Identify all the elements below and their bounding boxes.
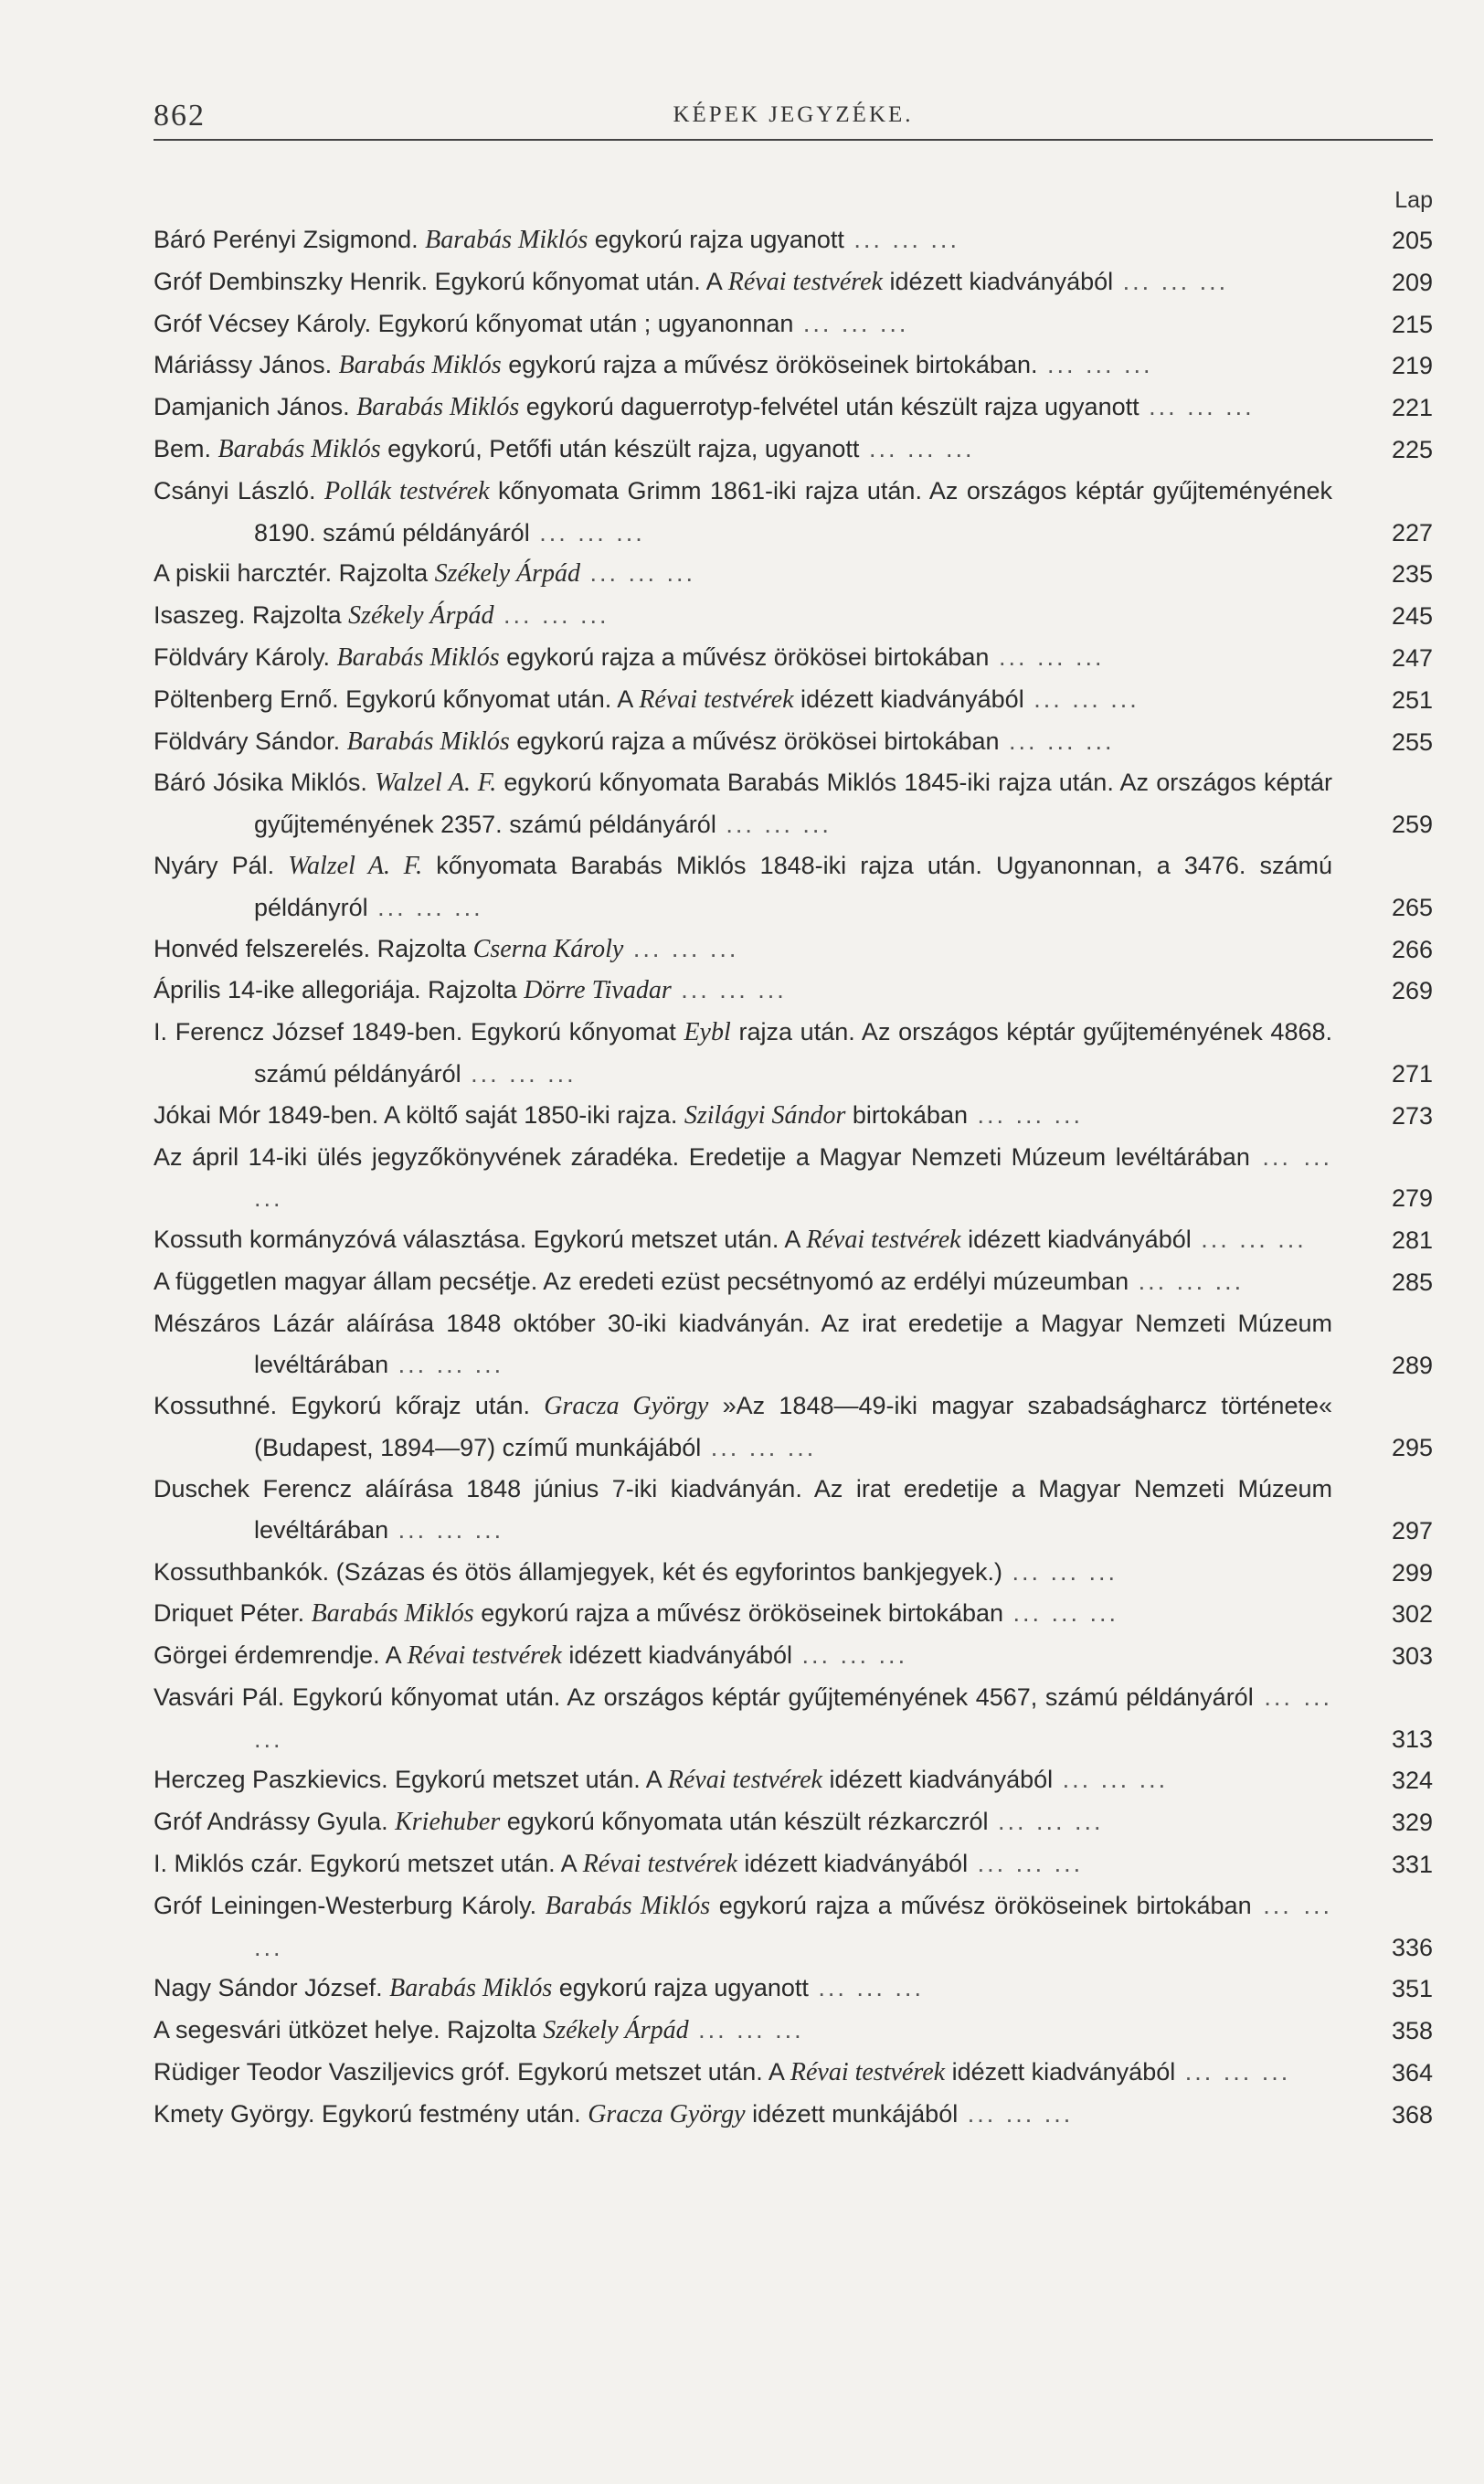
dot-leader: ... ... ... [1023,685,1140,713]
entry-artist: Dörre Tivadar [524,976,672,1005]
entry-caption-rest: birtokában [845,1100,968,1129]
entry-caption: Báró Jósika Miklós. [154,769,376,797]
dot-leader: ... ... ... [388,1350,504,1378]
page-reference: 324 [1391,1767,1433,1795]
entry-caption-rest: idézett kiadványából [737,1850,969,1878]
entry-text [154,1635,1332,1677]
page-reference: 331 [1391,1851,1433,1879]
dot-leader: ... ... ... [388,1515,504,1544]
entry-text [154,2094,1332,2136]
entry-text [154,1469,1332,1552]
entry-artist: Walzel A. F. [288,851,423,880]
entry-caption: Pöltenberg Ernő. Egykorú kőnyomat után. A [154,685,640,713]
entry-artist: Révai testvérek [667,1766,822,1795]
list-item [154,637,1433,679]
dot-leader: ... ... ... [461,1059,577,1088]
entry-text [154,429,1332,471]
entry-artist: Barabás Miklós [311,1599,474,1629]
list-of-illustrations [154,219,1433,2136]
page-reference: 299 [1391,1558,1433,1587]
entry-text [154,1968,1332,2010]
page-reference: 281 [1391,1226,1433,1255]
page-reference: 271 [1391,1059,1433,1088]
entry-artist: Székely Árpád [543,2016,689,2045]
entry-caption-rest: rajza után. Az országos képtár gyűjteményének 4868. számú példányáról [254,1018,1332,1088]
list-item [154,1219,1433,1261]
list-item [154,679,1433,721]
entry-text [154,1885,1332,1969]
entry-caption-rest: idézett kiadványából [882,267,1114,295]
entry-caption-rest: egykorú rajza a művész örököseinek birtokában [473,1599,1004,1628]
list-item [154,845,1433,929]
list-item [154,1469,1433,1552]
entry-caption-rest: egykorú, Petőfi után készült rajza, ugyanott [380,434,860,462]
entry-artist: Eybl [684,1018,731,1047]
entry-text [154,762,1332,845]
entry-text [154,1219,1332,1261]
page-reference: 368 [1391,2100,1433,2128]
list-item [154,2052,1433,2094]
page-reference: 269 [1391,977,1433,1005]
page-reference: 295 [1391,1434,1433,1462]
entry-artist: Barabás Miklós [389,1974,553,2003]
entry-caption: Rüdiger Teodor Vasziljevics gróf. Egykorú metszet után. A [154,2058,790,2086]
dot-leader: ... ... ... [254,1142,1332,1213]
dot-leader: ... ... ... [968,1850,1084,1878]
entry-artist: Kriehuber [395,1808,501,1837]
list-item [154,1593,1433,1635]
page-reference: 279 [1391,1184,1433,1213]
list-item [154,1552,1433,1594]
entry-caption: Gróf Vécsey Károly. Egykorú kőnyomat után ; ugyanonnan [154,309,794,337]
entry-artist: Barabás Miklós [338,351,502,380]
dot-leader: ... ... ... [988,1808,1104,1836]
entry-text [154,219,1332,261]
list-item [154,1261,1433,1303]
entry-caption-rest: egykorú rajza ugyanott [588,226,844,253]
page-reference: 247 [1391,643,1433,672]
list-item [154,1635,1433,1677]
entry-text [154,1137,1332,1220]
page-reference: 215 [1391,310,1433,338]
page-reference: 285 [1391,1268,1433,1296]
entry-artist: Barabás Miklós [425,226,588,254]
list-item [154,2094,1433,2136]
dot-leader: ... ... ... [999,727,1115,755]
entry-text [154,261,1332,303]
entry-text [154,387,1332,429]
dot-leader: ... ... ... [254,1891,1332,1961]
dot-leader: ... ... ... [671,976,787,1004]
page-reference: 313 [1391,1725,1433,1753]
header-rule [154,139,1433,141]
list-item [154,595,1433,637]
entry-text [154,721,1332,763]
list-item [154,1801,1433,1843]
entry-text [154,553,1332,595]
entry-caption: Nyáry Pál. [154,851,289,879]
page-reference: 358 [1391,2017,1433,2045]
entry-artist: Barabás Miklós [356,393,520,422]
dot-leader: ... ... ... [967,1100,1084,1129]
entry-caption-rest: egykorú kőnyomata Barabás Miklós 1845-iki rajza után. Az országos képtár gyűjteményének 2357. számú példányáról [254,769,1332,839]
entry-caption-rest: idézett kiadványából [945,2058,1176,2086]
entry-caption: Duschek Ferencz aláírása 1848 június 7-iki kiadványán. Az irat eredetije a Magyar Nemzeti Múzeum levéltárában [154,1474,1332,1544]
list-item [154,261,1433,303]
page-reference: 329 [1391,1809,1433,1837]
entry-artist: Székely Árpád [434,559,581,589]
entry-caption-rest: egykorú rajza a művész örököseinek birtokában. [501,351,1038,379]
entry-artist: Révai testvérek [639,685,794,714]
entry-caption-rest: egykorú daguerrotyp-felvétel után készült rajza ugyanott [519,393,1140,421]
entry-text [154,303,1332,345]
entry-caption: A független magyar állam pecsétje. Az eredeti ezüst pecsétnyomó az erdélyi múzeumban [154,1267,1129,1295]
entry-text [154,1801,1332,1843]
list-item [154,1759,1433,1801]
entry-caption-rest: »Az 1848—49-iki magyar szabadságharcz története« (Budapest, 1894—97) czímű munkájából [254,1392,1332,1462]
list-item [154,929,1433,971]
entry-text [154,1593,1332,1635]
entry-text [154,471,1332,554]
list-item [154,219,1433,261]
entry-text [154,637,1332,679]
page-header [154,99,1433,137]
entry-caption: A segesvári ütközet helye. Rajzolta [154,2016,544,2044]
page-reference: 289 [1391,1351,1433,1379]
entry-caption-rest: kőnyomata Grimm 1861-iki rajza után. Az országos képtár gyűjteményének 8190. számú példányáról [254,476,1332,547]
list-item [154,1137,1433,1220]
dot-leader: ... ... ... [580,559,696,588]
list-item [154,1677,1433,1760]
entry-text [154,1303,1332,1386]
page-reference: 255 [1391,727,1433,756]
dot-leader: ... ... ... [989,642,1105,671]
entry-caption: I. Miklós czár. Egykorú metszet után. A [154,1850,583,1878]
list-item [154,1843,1433,1885]
dot-leader: ... ... ... [1002,1557,1118,1586]
entry-text [154,1385,1332,1469]
list-item [154,1385,1433,1469]
dot-leader: ... ... ... [793,309,909,337]
list-item [154,1968,1433,2010]
entry-caption: Gróf Leiningen-Westerburg Károly. [154,1891,546,1919]
dot-leader: ... ... ... [1113,267,1229,295]
entry-text [154,1843,1332,1885]
entry-text [154,845,1332,929]
dot-leader: ... ... ... [716,811,832,839]
entry-artist: Révai testvérek [727,267,883,296]
entry-caption-rest: egykorú rajza a művész örökösei birtokában [499,642,990,671]
dot-leader: ... ... ... [623,934,739,962]
list-item [154,2010,1433,2052]
entry-artist: Révai testvérek [790,2058,946,2087]
page-reference: 266 [1391,935,1433,963]
entry-caption: Bem. [154,434,218,462]
entry-text [154,2052,1332,2094]
page-reference: 265 [1391,893,1433,921]
entry-artist: Székely Árpád [348,601,494,631]
entry-text [154,1759,1332,1801]
page-reference: 297 [1391,1516,1433,1545]
entry-artist: Révai testvérek [582,1850,737,1879]
list-item [154,1012,1433,1095]
dot-leader: ... ... ... [792,1641,908,1670]
list-item [154,721,1433,763]
entry-text [154,1677,1332,1760]
page-reference: 205 [1391,227,1433,254]
dot-leader: ... ... ... [367,893,483,921]
entry-text [154,1261,1332,1303]
page-reference: 302 [1391,1600,1433,1629]
entry-text [154,970,1332,1012]
entry-caption: Görgei érdemrendje. A [154,1641,408,1670]
dot-leader: ... ... ... [254,1683,1332,1753]
entry-caption-rest: egykorú rajza a művész örökösei birtokában [509,727,1000,755]
entry-text [154,1012,1332,1095]
entry-caption-rest: kőnyomata Barabás Miklós 1848-iki rajza után. Ugyanonnan, a 3476. számú példányról [254,851,1332,921]
entry-caption-rest: egykorú rajza ugyanott [552,1974,809,2002]
page-reference: 364 [1391,2059,1433,2087]
page-reference: 221 [1391,394,1433,422]
entry-caption: Kossuthbankók. (Százas és ötös államjegyek, két és egyforintos bankjegyek.) [154,1557,1002,1586]
dot-leader: ... ... ... [1003,1599,1119,1628]
entry-artist: Cserna Károly [472,934,624,963]
list-item [154,387,1433,429]
entry-caption: Földváry Sándor. [154,727,347,755]
dot-leader: ... ... ... [843,226,959,253]
dot-leader: ... ... ... [1191,1226,1307,1254]
entry-artist: Barabás Miklós [346,727,510,756]
entry-caption: Isaszeg. Rajzolta [154,601,349,630]
entry-caption-rest: idézett kiadványából [960,1226,1192,1254]
dot-leader: ... ... ... [701,1434,817,1462]
dot-leader: ... ... ... [1129,1267,1245,1295]
entry-caption-rest: egykorú rajza a művész örököseinek birtokában [710,1891,1252,1919]
dot-leader: ... ... ... [688,2016,804,2044]
entry-artist: Szilágyi Sándor [684,1100,846,1130]
entry-caption-rest: idézett munkájából [745,2099,959,2128]
page-reference: 273 [1391,1101,1433,1130]
list-item [154,345,1433,387]
page-reference: 336 [1391,1933,1433,1961]
dot-leader: ... ... ... [1037,351,1153,379]
entry-text [154,679,1332,721]
entry-text [154,345,1332,387]
entry-text [154,1095,1332,1137]
dot-leader: ... ... ... [958,2099,1074,2128]
list-item [154,970,1433,1012]
entry-caption: Báró Perényi Zsigmond. [154,226,426,253]
entry-caption: Gróf Andrássy Gyula. [154,1808,396,1836]
column-label-lap: Lap [1394,187,1433,213]
running-title: KÉPEK JEGYZÉKE. [673,102,914,127]
entry-caption: Kossuth kormányzóvá választása. Egykorú metszet után. A [154,1226,807,1254]
entry-caption: Jókai Mór 1849-ben. A költő saját 1850-iki rajza. [154,1100,684,1129]
list-item [154,471,1433,554]
entry-caption: Az ápril 14-iki ülés jegyzőkönyvének záradéka. Eredetije a Magyar Nemzeti Múzeum levéltárában [154,1142,1250,1171]
entry-text [154,2010,1332,2052]
entry-caption: Földváry Károly. [154,642,337,671]
entry-caption-rest: egykorú kőnyomata után készült rézkarczról [500,1808,989,1836]
dot-leader: ... ... ... [1053,1766,1169,1794]
entry-artist: Walzel A. F. [375,769,497,798]
entry-caption-rest: idézett kiadványából [793,685,1024,713]
entry-artist: Gracza György [588,2099,746,2128]
list-item [154,1885,1433,1969]
dot-leader: ... ... ... [529,518,645,547]
list-item [154,762,1433,845]
entry-caption: Kossuthné. Egykorú kőrajz után. [154,1392,545,1420]
entry-caption: Vasvári Pál. Egykorú kőnyomat után. Az országos képtár gyűjteményének 4567, számú példányáról [154,1683,1254,1711]
dot-leader: ... ... ... [808,1974,924,2002]
page-reference: 235 [1391,560,1433,589]
entry-artist: Barabás Miklós [217,434,381,463]
page-number: 862 [154,99,206,133]
entry-caption: Nagy Sándor József. [154,1974,390,2002]
entry-artist: Barabás Miklós [545,1891,711,1920]
entry-caption-rest: idézett kiadványából [561,1641,793,1670]
entry-caption: A piskii harcztér. Rajzolta [154,559,435,588]
entry-text [154,595,1332,637]
entry-caption: Április 14-ike allegoriája. Rajzolta [154,976,525,1004]
page-reference: 219 [1391,352,1433,380]
dot-leader: ... ... ... [1139,393,1255,421]
dot-leader: ... ... ... [1175,2058,1291,2086]
entry-caption: Gróf Dembinszky Henrik. Egykorú kőnyomat után. A [154,267,728,295]
entry-artist: Révai testvérek [407,1641,562,1671]
page-reference: 225 [1391,435,1433,463]
page-reference: 351 [1391,1975,1433,2003]
entry-caption: Csányi László. [154,476,324,504]
entry-caption: Mészáros Lázár aláírása 1848 október 30-iki kiadványán. Az irat eredetije a Magyar Nemzeti Múzeum levéltárában [154,1309,1332,1378]
dot-leader: ... ... ... [859,434,975,462]
entry-artist: Barabás Miklós [336,642,500,672]
entry-artist: Révai testvérek [806,1226,961,1255]
page-reference: 245 [1391,602,1433,631]
list-item [154,553,1433,595]
entry-caption-rest: idézett kiadványából [822,1766,1054,1794]
page-reference: 251 [1391,685,1433,714]
list-item [154,1095,1433,1137]
list-item [154,429,1433,471]
entry-artist: Pollák testvérek [324,476,490,505]
entry-caption: Driquet Péter. [154,1599,312,1628]
page-reference: 227 [1391,518,1433,547]
entry-caption: Damjanich János. [154,393,357,421]
entry-caption: Kmety György. Egykorú festmény után. [154,2099,588,2128]
page-reference: 259 [1391,811,1433,839]
entry-caption: I. Ferencz József 1849-ben. Egykorú kőnyomat [154,1018,684,1046]
entry-caption: Máriássy János. [154,351,339,379]
list-item [154,1303,1433,1386]
page-reference: 303 [1391,1642,1433,1671]
entry-artist: Gracza György [544,1392,709,1421]
entry-text [154,929,1332,971]
entry-text [154,1552,1332,1594]
list-item [154,303,1433,345]
entry-caption: Honvéd felszerelés. Rajzolta [154,934,473,962]
entry-caption: Herczeg Paszkievics. Egykorú metszet után. A [154,1766,668,1794]
dot-leader: ... ... ... [493,601,610,630]
page-reference: 209 [1391,268,1433,296]
